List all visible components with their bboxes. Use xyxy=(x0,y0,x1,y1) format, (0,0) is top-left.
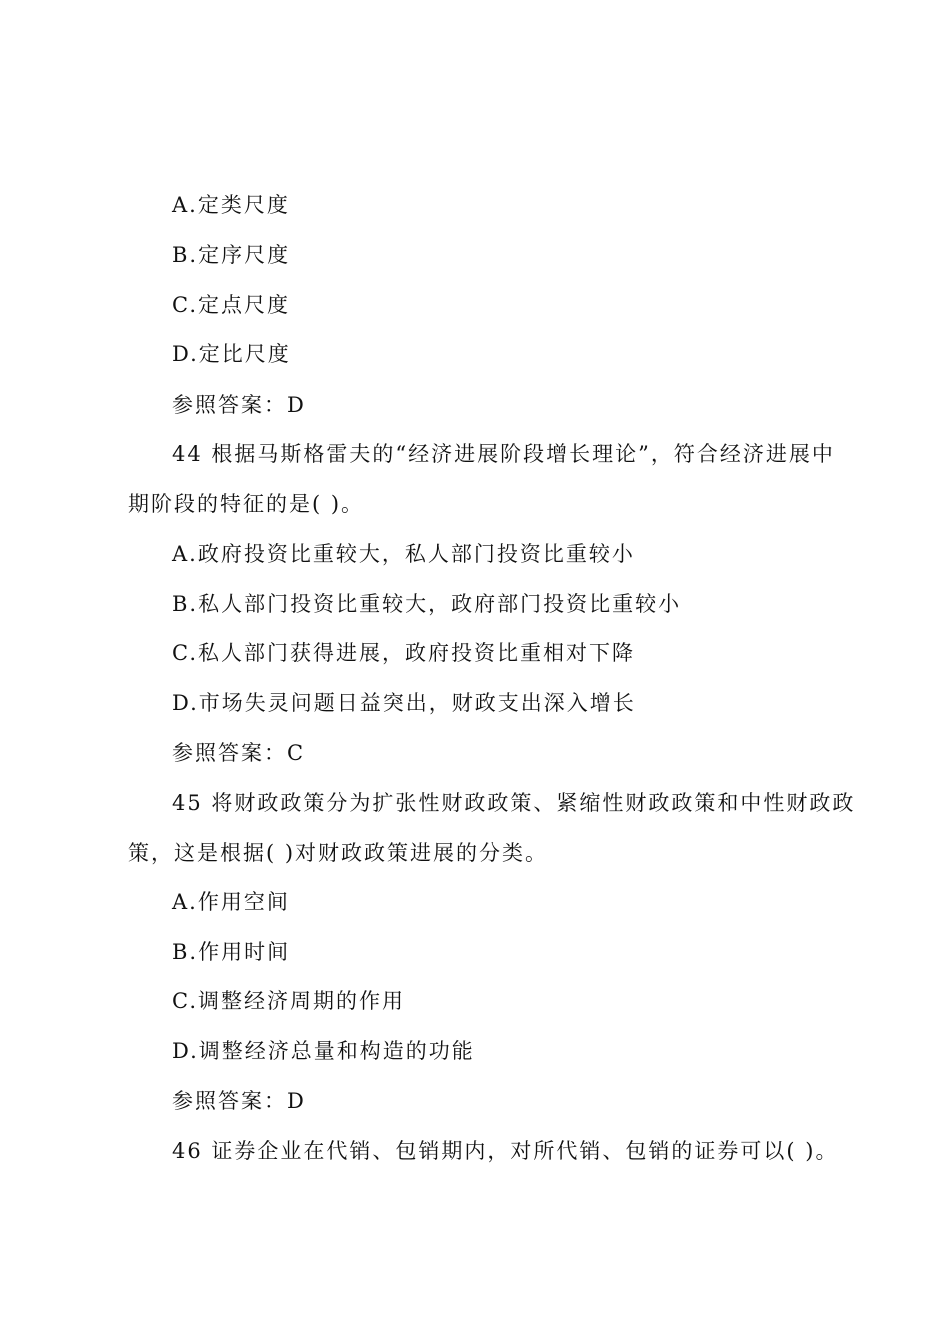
question-46-stem-line1: 46 证券企业在代销、包销期内，对所代销、包销的证券可以( )。 xyxy=(172,1139,839,1163)
option-d: D.定比尺度 xyxy=(172,342,291,366)
question-45-stem-line1: 45 将财政政策分为扩张性财政政策、紧缩性财政政策和中性财政政 xyxy=(172,791,856,815)
option-c: C.调整经济周期的作用 xyxy=(172,989,405,1013)
option-b: B.定序尺度 xyxy=(172,243,291,267)
option-a: A.定类尺度 xyxy=(172,193,290,217)
option-b: B.作用时间 xyxy=(172,940,291,964)
reference-answer: 参照答案：C xyxy=(172,741,306,765)
question-44-stem-line1: 44 根据马斯格雷夫的“经济进展阶段增长理论”，符合经济进展中 xyxy=(172,442,835,466)
option-c: C.定点尺度 xyxy=(172,293,290,317)
question-44-stem-line2: 期阶段的特征的是( )。 xyxy=(128,492,365,516)
reference-answer: 参照答案：D xyxy=(172,393,306,417)
option-b: B.私人部门投资比重较大，政府部门投资比重较小 xyxy=(172,592,682,616)
question-45-stem-line2: 策，这是根据( )对财政政策进展的分类。 xyxy=(128,841,549,865)
option-a: A.作用空间 xyxy=(172,890,290,914)
option-a: A.政府投资比重较大，私人部门投资比重较小 xyxy=(172,542,635,566)
reference-answer: 参照答案：D xyxy=(172,1089,306,1113)
option-d: D.市场失灵问题日益突出，财政支出深入增长 xyxy=(172,691,636,715)
option-c: C.私人部门获得进展，政府投资比重相对下降 xyxy=(172,641,635,665)
option-d: D.调整经济总量和构造的功能 xyxy=(172,1039,475,1063)
